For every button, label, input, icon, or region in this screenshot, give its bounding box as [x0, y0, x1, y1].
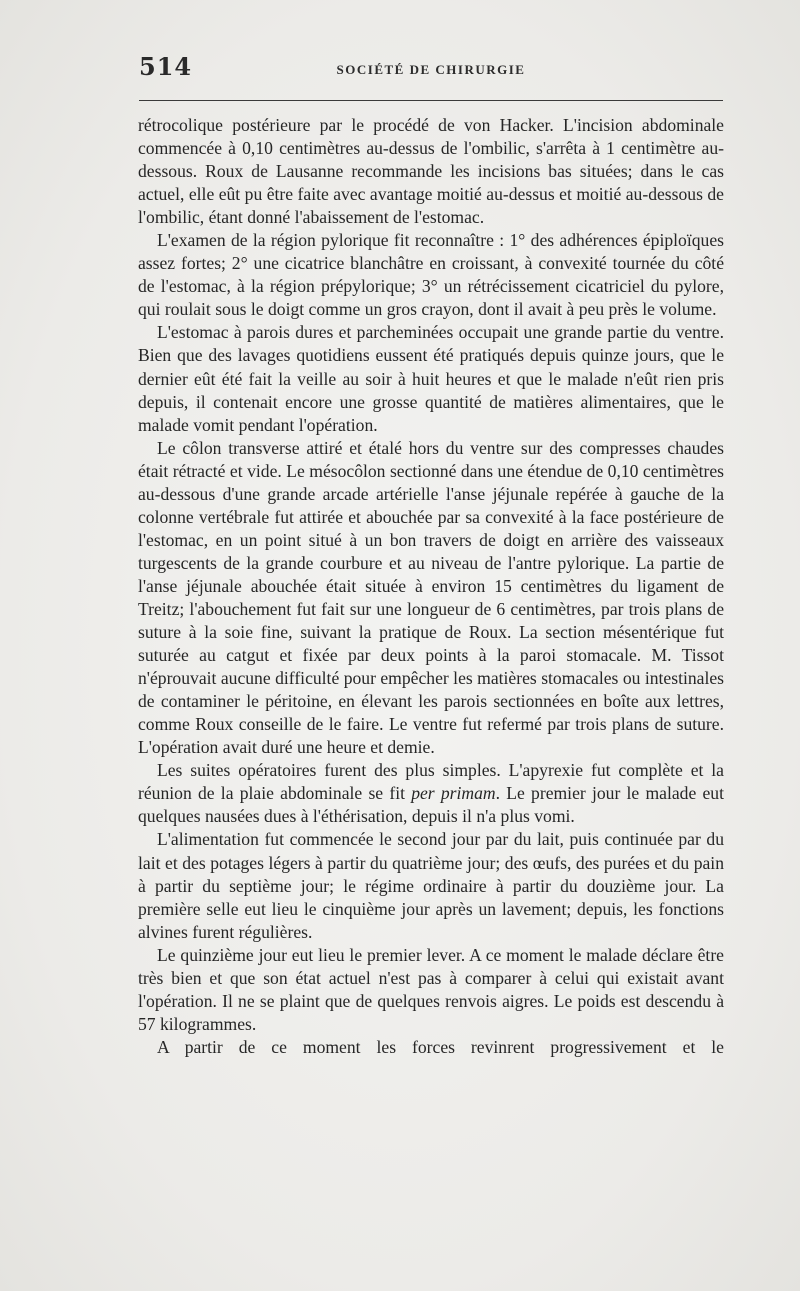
paragraph-3: L'estomac à parois dures et parcheminées occupait une grande partie du ventre. Bien que des lavages quotidiens eussent été pratiqués depuis quinze jours, que le dernier eût été fait la veille au soir à huit heures et que le malade n'eût rien pris depuis, il contenait encore une grosse quantité de matières alimentaires, que le malade vomit pendant l'opération. — [138, 322, 724, 435]
paragraph-8: A partir de ce moment les forces revinrent progressivement et le — [157, 1036, 724, 1057]
page-header — [139, 52, 723, 88]
paragraph-5 — [138, 759, 724, 828]
paragraph-5-emphasis: per primam — [411, 783, 496, 804]
paragraph-1: rétrocolique postérieure par le procédé de von Hacker. L'incision abdominale commencée à 0,10 centimètres au-dessus de l'ombilic, s'arrêta à 1 centimètre au-dessous. Roux de Lausanne recommande les incisions bas situées; dans le cas actuel, elle eût pu être faite avec avantage moitié au-dessus et moitié au-dessous de l'ombilic, étant donné l'abaissement de l'estomac. — [138, 115, 724, 228]
paragraph-4: Le côlon transverse attiré et étalé hors du ventre sur des compresses chaudes était rétracté et vide. Le mésocôlon sectionné dans une étendue de 0,10 centimètres au-dessous d'une grande arcade artérielle l'anse jéjunale repérée à gauche de la colonne vertébrale fut attirée et abouchée par sa convexité à la face postérieure de l'estomac, en un point situé à un bon travers de doigt en arrière des vaisseaux turgescents de la grande courbure et au niveau de l'antre pylorique. La partie de l'anse jéjunale abouchée était située à environ 15 centimètres du ligament de Treitz; l'abouchement fut fait sur une longueur de 6 centimètres, par trois plans de suture à la soie fine, suivant la pratique de Roux. La section mésentérique fut suturée au catgut et fixée par deux points à la paroi stomacale. M. Tissot n'éprouvait aucune difficulté pour empêcher les matières stomacales ou intestinales de contaminer le péritoine, en élevant les parois sectionnées en boîte aux lettres, comme Roux conseille de le faire. Le ventre fut refermé par trois plans de suture. L'opération avait duré une heure et demie. — [138, 437, 724, 758]
paragraph-6: L'alimentation fut commencée le second jour par du lait, puis continuée par du lait et des potages légers à partir du quatrième jour; des œufs, des purées et du pain à partir du septième jour; le régime ordinaire à partir du douzième jour. La première selle eut lieu le cinquième jour après un lavement; depuis, les fonctions alvines furent régulières. — [138, 829, 724, 942]
body-text — [138, 114, 724, 1059]
page-number: 514 — [139, 52, 193, 81]
running-title: SOCIÉTÉ DE CHIRURGIE — [336, 62, 526, 77]
paragraph-7: Le quinzième jour eut lieu le premier lever. A ce moment le malade déclare être très bien et que son état actuel n'est pas à comparer à celui qui existait avant l'opération. Il ne se plaint que de quelques renvois aigres. Le poids est descendu à 57 kilogrammes. — [138, 944, 724, 1034]
header-rule — [139, 100, 723, 101]
paragraph-2: L'examen de la région pylorique fit reconnaître : 1° des adhérences épiploïques assez fortes; 2° une cicatrice blanchâtre en croissant, à convexité tournée du côté de l'estomac, à la région prépylorique; 3° un rétrécissement cicatriciel du pylore, qui roulait sous le doigt comme un gros crayon, dont il avait à peu près le volume. — [138, 230, 724, 320]
paragraph-5-text-after: . Le premier jour le malade eut quelques nausées dues à l'éthérisation, depuis il n'a plus vomi. — [138, 783, 724, 827]
paragraph-5-text-before: Les suites opératoires furent des plus simples. L'apyrexie fut complète et la réunion de la plaie abdominale se fit — [138, 760, 724, 804]
